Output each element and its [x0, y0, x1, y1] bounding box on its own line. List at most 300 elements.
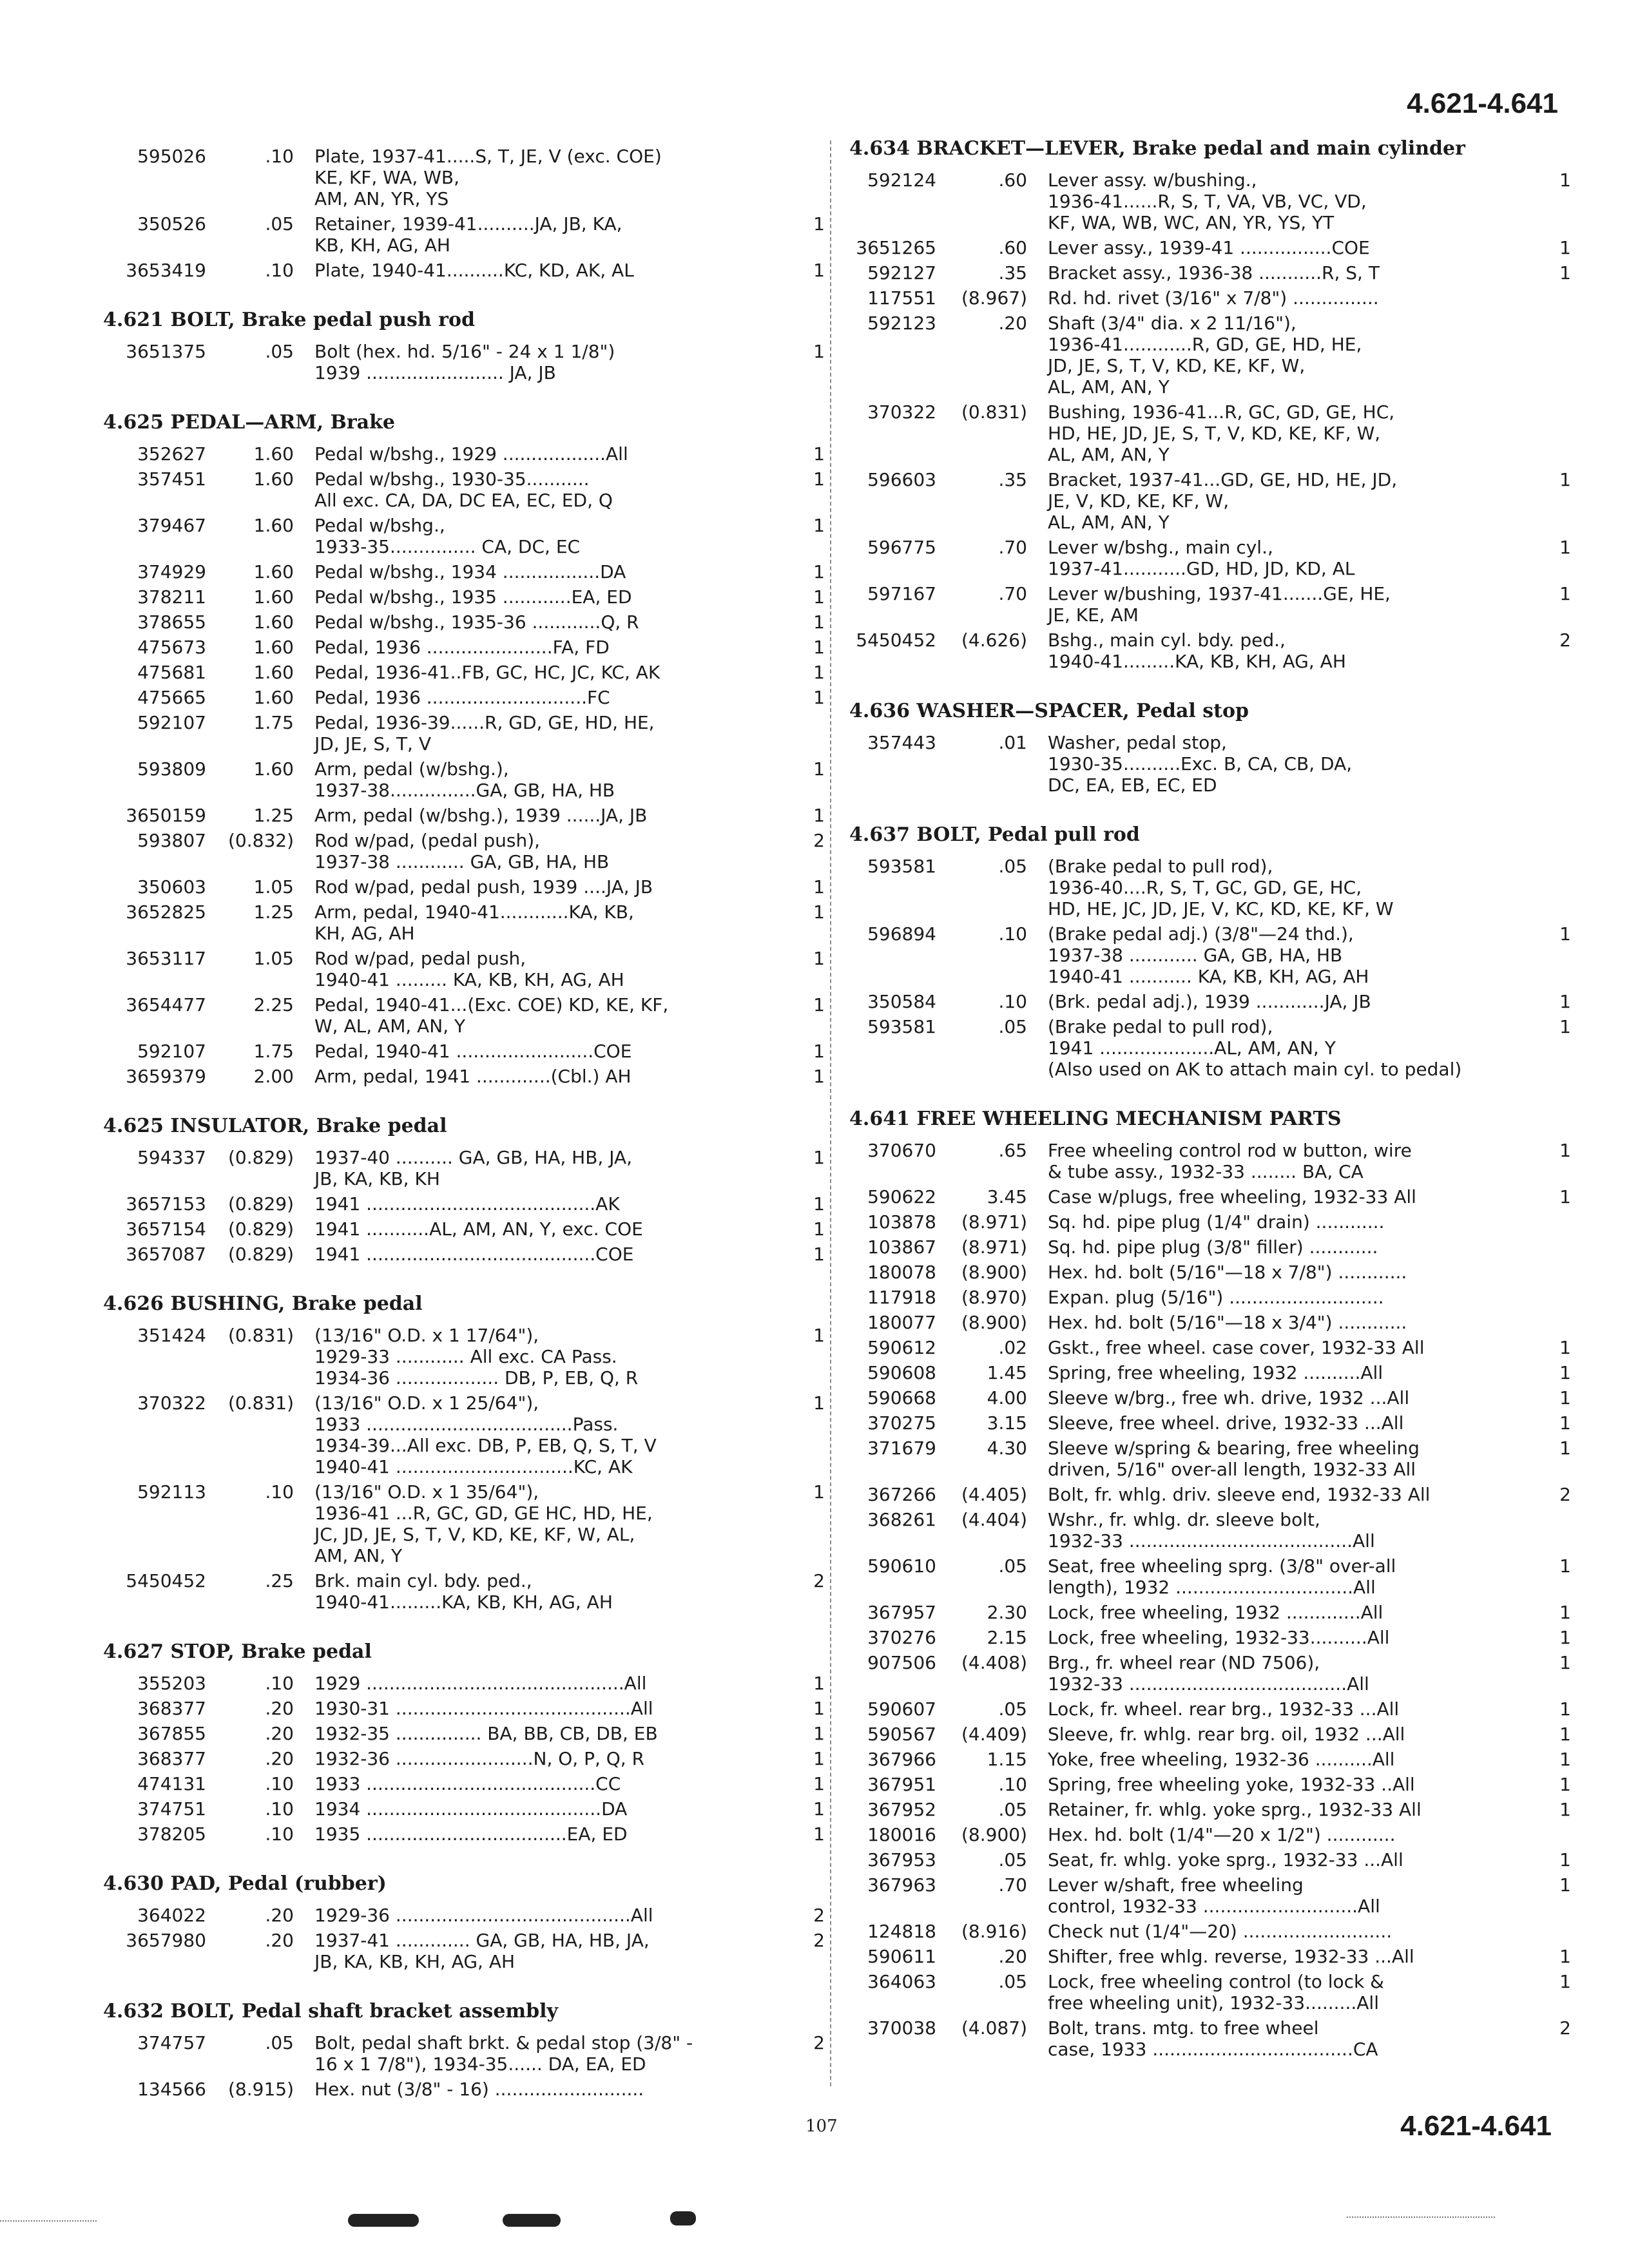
part-number: 357451	[137, 468, 206, 490]
quantity: 1	[1559, 237, 1571, 258]
price: (8.900)	[961, 1824, 1027, 1845]
page-number: 107	[805, 2117, 838, 2136]
description: Plate, 1940-41..........KC, KD, AK, AL	[314, 260, 634, 281]
price: 2.30	[987, 1602, 1027, 1623]
description: (13/16" O.D. x 1 35/64"), 1936-41 ...R, GC, GD, GE HC, HD, HE, JC, JD, JE, S, T, V, KD, KE, KF, W, AL, AM, AN, Y	[314, 1481, 653, 1566]
price: (4.405)	[961, 1484, 1027, 1505]
quantity: 1	[813, 1392, 825, 1414]
quantity	[1532, 732, 1571, 796]
quantity: 2	[1559, 1484, 1571, 1505]
quantity: 1	[813, 1823, 825, 1845]
description: Seat, free wheeling sprg. (3/8" over-all length), 1932 ...............................All	[1048, 1555, 1396, 1598]
price: 1.60	[253, 561, 294, 582]
section-4-625	[103, 412, 825, 1087]
part-number: 592127	[867, 262, 936, 284]
part-row	[103, 341, 825, 383]
page-footer-code: 4.621-4.641	[1400, 2110, 1552, 2142]
price: (4.626)	[961, 629, 1027, 651]
part-row	[849, 1484, 1571, 1505]
part-number: 378205	[137, 1823, 206, 1845]
part-row	[849, 1627, 1571, 1648]
price: .10	[265, 1481, 294, 1503]
quantity: 1	[1559, 1016, 1571, 1037]
part-number: 350526	[137, 213, 206, 235]
description: (Brake pedal adj.) (3/8"—24 thd.), 1937-38 ............ GA, GB, HA, HB 1940-41 ........... KA, KB, KH, AG, AH	[1048, 923, 1369, 987]
part-row	[849, 629, 1571, 672]
quantity: 1	[813, 1193, 825, 1215]
quantity: 1	[1559, 1774, 1571, 1795]
part-row	[103, 2032, 825, 2075]
part-row	[849, 1824, 1571, 1845]
part-row	[849, 1412, 1571, 1434]
description: Lock, free wheeling, 1932 .............All	[1048, 1602, 1383, 1623]
price: (8.900)	[961, 1312, 1027, 1333]
description: Check nut (1/4"—20) ..........................	[1048, 1921, 1393, 1942]
part-row	[849, 1362, 1571, 1383]
part-number: 350603	[137, 876, 206, 898]
price: 1.15	[987, 1749, 1027, 1770]
part-row	[103, 443, 825, 465]
section-4-626	[103, 1293, 825, 1613]
description: Lever w/bushing, 1937-41.......GE, HE, JE, KE, AM	[1048, 583, 1391, 626]
part-row	[849, 1749, 1571, 1770]
price: .10	[265, 260, 294, 281]
description: Expan. plug (5/16") ...........................	[1048, 1287, 1384, 1308]
quantity: 1	[1559, 991, 1571, 1012]
description: Arm, pedal (w/bshg.), 1937-38...............GA, GB, HA, HB	[314, 758, 615, 801]
part-number: 3650159	[126, 805, 206, 826]
quantity: 2	[813, 830, 825, 851]
part-row	[849, 732, 1571, 796]
part-number: 3652825	[126, 901, 206, 923]
part-number: 593581	[867, 856, 936, 877]
part-row	[849, 1724, 1571, 1745]
part-row	[103, 1218, 825, 1240]
part-number: 3653117	[126, 948, 206, 969]
part-number: 357443	[867, 732, 936, 753]
price: 3.45	[987, 1186, 1027, 1207]
description: Lever assy., 1939-41 ................COE	[1048, 237, 1370, 258]
quantity: 1	[1559, 1946, 1571, 1967]
part-row	[103, 1698, 825, 1719]
description: Arm, pedal (w/bshg.), 1939 ......JA, JB	[314, 805, 648, 826]
section-continued	[103, 146, 825, 281]
part-number: 180016	[867, 1824, 936, 1845]
price: .05	[998, 1799, 1027, 1820]
part-number: 368377	[137, 1748, 206, 1769]
description: Brg., fr. wheel rear (ND 7506), 1932-33 ......................................All	[1048, 1652, 1369, 1695]
description: Bracket, 1937-41...GD, GE, HD, HE, JD, JE, V, KD, KE, KF, W, AL, AM, AN, Y	[1048, 469, 1398, 533]
quantity: 1	[1559, 1140, 1571, 1161]
part-row	[103, 1905, 825, 1926]
part-row	[103, 1041, 825, 1062]
part-row	[849, 583, 1571, 626]
price: (0.829)	[227, 1147, 294, 1168]
part-row	[103, 561, 825, 582]
section-heading: 4.634 BRACKET—LEVER, Brake pedal and main cylinder	[849, 137, 1465, 160]
quantity: 1	[813, 1748, 825, 1769]
quantity	[1532, 856, 1571, 919]
description: Lock, fr. wheel. rear brg., 1932-33 ...All	[1048, 1698, 1400, 1720]
description: Plate, 1937-41.....S, T, JE, V (exc. COE) KE, KF, WA, WB, AM, AN, YR, YS	[314, 146, 662, 209]
part-number: 134566	[137, 2079, 206, 2100]
price: .60	[998, 237, 1027, 258]
quantity: 1	[813, 637, 825, 658]
price: (0.831)	[227, 1325, 294, 1346]
section-heading: 4.625 INSULATOR, Brake pedal	[103, 1115, 447, 1137]
description: Lever w/shaft, free wheeling control, 1932-33 ...........................All	[1048, 1874, 1380, 1917]
section-4-637	[849, 824, 1571, 1080]
section-4-634	[849, 138, 1571, 672]
section-heading: 4.626 BUSHING, Brake pedal	[103, 1293, 423, 1315]
part-number: 596775	[867, 537, 936, 558]
part-number: 590567	[867, 1724, 936, 1745]
part-number: 907506	[867, 1652, 936, 1673]
price: (8.915)	[227, 2079, 294, 2100]
quantity: 2	[813, 1930, 825, 1951]
description: 1929 .............................................All	[314, 1673, 647, 1694]
part-row	[103, 1723, 825, 1744]
price: .70	[998, 537, 1027, 558]
price: 2.00	[253, 1066, 294, 1087]
quantity: 1	[1559, 923, 1571, 945]
part-number: 3654477	[126, 994, 206, 1015]
scan-mark	[670, 2211, 696, 2225]
quantity: 1	[1559, 583, 1571, 604]
description: Lock, free wheeling, 1932-33..........All	[1048, 1627, 1390, 1648]
description: (13/16" O.D. x 1 17/64"), 1929-33 ............ All exc. CA Pass. 1934-36 .................. DB, P, EB, Q, R	[314, 1325, 639, 1389]
price: .70	[998, 1874, 1027, 1896]
section-heading: 4.625 PEDAL—ARM, Brake	[103, 411, 395, 434]
price: .10	[265, 1673, 294, 1694]
quantity: 1	[813, 994, 825, 1015]
part-number: 117551	[867, 287, 936, 309]
part-row	[849, 262, 1571, 284]
part-number: 475681	[137, 662, 206, 683]
price: 1.60	[253, 586, 294, 608]
part-number: 3657154	[126, 1218, 206, 1240]
description: Gskt., free wheel. case cover, 1932-33 All	[1048, 1337, 1425, 1358]
part-number: 180077	[867, 1312, 936, 1333]
part-number: 590608	[867, 1362, 936, 1383]
part-number: 5450452	[126, 1570, 206, 1591]
quantity: 1	[1559, 1652, 1571, 1673]
part-number: 3651375	[126, 341, 206, 362]
price: .20	[998, 1946, 1027, 1967]
price: 4.00	[987, 1387, 1027, 1408]
quantity: 1	[1559, 1799, 1571, 1820]
part-number: 378211	[137, 586, 206, 608]
quantity: 2	[813, 1570, 825, 1591]
part-row	[103, 1930, 825, 1972]
scan-mark	[348, 2214, 419, 2227]
part-number: 596894	[867, 923, 936, 945]
price: (8.970)	[961, 1287, 1027, 1308]
description: 1932-36 ........................N, O, P, Q, R	[314, 1748, 645, 1769]
part-number: 597167	[867, 583, 936, 604]
quantity	[1532, 1824, 1571, 1845]
quantity: 1	[1559, 1387, 1571, 1408]
description: Pedal, 1940-41 ........................COE	[314, 1041, 632, 1062]
column-divider	[830, 140, 831, 2086]
quantity	[1532, 287, 1571, 309]
part-row	[103, 758, 825, 801]
part-row	[103, 712, 825, 754]
price: .05	[998, 1698, 1027, 1720]
part-number: 368261	[867, 1509, 936, 1530]
price: .05	[265, 341, 294, 362]
price: .10	[265, 1823, 294, 1845]
description: Hex. hd. bolt (5/16"—18 x 7/8") ............	[1048, 1262, 1407, 1283]
part-number: 593807	[137, 830, 206, 851]
description: Sq. hd. pipe plug (3/8" filler) ............	[1048, 1236, 1378, 1258]
price: .20	[265, 1748, 294, 1769]
description: Pedal, 1936-41..FB, GC, HC, JC, KC, AK	[314, 662, 660, 683]
part-row	[849, 1799, 1571, 1820]
page-header-code: 4.621-4.641	[1407, 88, 1558, 119]
part-row	[103, 213, 825, 256]
scan-mark	[503, 2214, 561, 2227]
section-4-621	[103, 309, 825, 383]
right-column	[849, 138, 1571, 2060]
description: Bracket assy., 1936-38 ...........R, S, T	[1048, 262, 1380, 284]
part-number: 351424	[137, 1325, 206, 1346]
section-4-627	[103, 1641, 825, 1845]
part-row	[103, 611, 825, 633]
part-number: 370322	[867, 401, 936, 423]
quantity	[786, 712, 825, 754]
description: Rd. hd. rivet (3/16" x 7/8") ...............	[1048, 287, 1379, 309]
quantity: 1	[1559, 262, 1571, 284]
part-row	[849, 312, 1571, 398]
description: Retainer, fr. whlg. yoke sprg., 1932-33 All	[1048, 1799, 1422, 1820]
part-number: 590622	[867, 1186, 936, 1207]
price: 1.60	[253, 468, 294, 490]
price: 1.05	[253, 948, 294, 969]
part-row	[849, 401, 1571, 465]
quantity: 1	[813, 1798, 825, 1820]
part-row	[103, 1773, 825, 1794]
part-row	[849, 1698, 1571, 1720]
description: Lever w/bshg., main cyl., 1937-41...........GD, HD, JD, KD, AL	[1048, 537, 1355, 579]
description: Pedal w/bshg., 1930-35........... All exc. CA, DA, DC EA, EC, ED, Q	[314, 468, 613, 511]
part-row	[849, 856, 1571, 919]
description: Spring, free wheeling yoke, 1932-33 ..All	[1048, 1774, 1415, 1795]
price: .10	[998, 923, 1027, 945]
quantity: 1	[1559, 1849, 1571, 1870]
price: (8.971)	[961, 1236, 1027, 1258]
price: 2.25	[253, 994, 294, 1015]
quantity	[1532, 1509, 1571, 1552]
part-row	[849, 923, 1571, 987]
description: Bolt, pedal shaft brkt. & pedal stop (3/8" - 16 x 1 7/8"), 1934-35...... DA, EA, ED	[314, 2032, 693, 2075]
price: .05	[998, 1555, 1027, 1577]
quantity: 1	[813, 611, 825, 633]
price: 3.15	[987, 1412, 1027, 1434]
part-row	[103, 146, 825, 209]
price: 1.60	[253, 515, 294, 536]
part-number: 475665	[137, 687, 206, 708]
part-number: 592107	[137, 1041, 206, 1062]
quantity: 1	[813, 758, 825, 780]
part-number: 596603	[867, 469, 936, 490]
section-4-632	[103, 2001, 825, 2100]
part-row	[849, 1287, 1571, 1308]
part-row	[103, 1748, 825, 1769]
part-number: 371679	[867, 1437, 936, 1459]
price: (8.916)	[961, 1921, 1027, 1942]
part-number: 374751	[137, 1798, 206, 1820]
description: Sq. hd. pipe plug (1/4" drain) ............	[1048, 1211, 1385, 1233]
part-number: 364063	[867, 1971, 936, 1992]
description: 1941 ...........AL, AM, AN, Y, exc. COE	[314, 1218, 643, 1240]
price: .02	[998, 1337, 1027, 1358]
part-row	[103, 1481, 825, 1566]
description: Rod w/pad, pedal push, 1940-41 ......... KA, KB, KH, AG, AH	[314, 948, 624, 990]
description: Free wheeling control rod w button, wire & tube assy., 1932-33 ........ BA, CA	[1048, 1140, 1412, 1182]
part-number: 590668	[867, 1387, 936, 1408]
description: 1932-35 ............... BA, BB, CB, DB, EB	[314, 1723, 658, 1744]
part-number: 592123	[867, 312, 936, 334]
description: Shaft (3/4" dia. x 2 11/16"), 1936-41............R, GD, GE, HD, HE, JD, JE, S, T, V, KD, KE, KF, W, AL, AM, AN, Y	[1048, 312, 1362, 398]
quantity: 1	[1559, 537, 1571, 558]
part-number: 595026	[137, 146, 206, 167]
quantity: 1	[813, 1244, 825, 1265]
quantity: 1	[1559, 1412, 1571, 1434]
part-row	[103, 1244, 825, 1265]
description: Shifter, free whlg. reverse, 1932-33 ...All	[1048, 1946, 1414, 1967]
price: 2.15	[987, 1627, 1027, 1648]
part-number: 364022	[137, 1905, 206, 1926]
part-number: 475673	[137, 637, 206, 658]
price: .05	[998, 1016, 1027, 1037]
price: (8.971)	[961, 1211, 1027, 1233]
description: Brk. main cyl. bdy. ped., 1940-41.........KA, KB, KH, AG, AH	[314, 1570, 613, 1613]
section-4-641	[849, 1108, 1571, 2060]
quantity: 1	[813, 1325, 825, 1346]
quantity: 1	[1559, 1971, 1571, 1992]
price: 1.05	[253, 876, 294, 898]
section-4-636	[849, 700, 1571, 796]
price: 1.60	[253, 611, 294, 633]
part-row	[849, 1337, 1571, 1358]
price: .05	[265, 2032, 294, 2053]
price: .20	[265, 1723, 294, 1744]
quantity: 1	[813, 1698, 825, 1719]
price: (8.900)	[961, 1262, 1027, 1283]
description: Pedal, 1936-39......R, GD, GE, HD, HE, JD, JE, S, T, V	[314, 712, 655, 754]
description: 1937-40 .......... GA, GB, HA, HB, JA, JB, KA, KB, KH	[314, 1147, 633, 1189]
description: 1941 ........................................COE	[314, 1244, 634, 1265]
price: .70	[998, 583, 1027, 604]
quantity	[1532, 1287, 1571, 1308]
price: (8.967)	[961, 287, 1027, 309]
part-row	[103, 637, 825, 658]
quantity: 1	[1559, 1362, 1571, 1383]
price: .10	[998, 1774, 1027, 1795]
part-number: 368377	[137, 1698, 206, 1719]
part-row	[103, 901, 825, 944]
quantity	[1532, 1262, 1571, 1283]
description: Pedal w/bshg., 1929 ..................All	[314, 443, 628, 465]
quantity: 1	[1559, 1186, 1571, 1207]
part-row	[103, 2079, 825, 2100]
quantity	[1532, 1211, 1571, 1233]
part-row	[103, 994, 825, 1037]
price: 1.60	[253, 687, 294, 708]
part-number: 3659379	[126, 1066, 206, 1087]
price: 1.45	[987, 1362, 1027, 1383]
quantity: 1	[813, 1041, 825, 1062]
part-number: 367855	[137, 1723, 206, 1744]
price: (0.829)	[227, 1244, 294, 1265]
part-number: 3657087	[126, 1244, 206, 1265]
quantity: 1	[813, 260, 825, 281]
quantity: 1	[813, 586, 825, 608]
part-number: 374757	[137, 2032, 206, 2053]
part-row	[849, 1387, 1571, 1408]
description: 1933 ........................................CC	[314, 1773, 621, 1794]
part-row	[849, 1140, 1571, 1182]
quantity	[1532, 1921, 1571, 1942]
section-heading: 4.637 BOLT, Pedal pull rod	[849, 823, 1140, 846]
part-number: 117918	[867, 1287, 936, 1308]
part-row	[849, 1211, 1571, 1233]
scan-edge-line	[1347, 2216, 1495, 2218]
part-row	[849, 1509, 1571, 1552]
description: Arm, pedal, 1940-41............KA, KB, KH, AG, AH	[314, 901, 634, 944]
quantity: 1	[1559, 169, 1571, 191]
description: Hex. nut (3/8" - 16) ..........................	[314, 2079, 644, 2100]
quantity: 1	[813, 1723, 825, 1744]
quantity	[1532, 1236, 1571, 1258]
quantity: 1	[813, 948, 825, 969]
price: .20	[998, 312, 1027, 334]
quantity: 1	[1559, 1698, 1571, 1720]
part-number: 374929	[137, 561, 206, 582]
quantity: 1	[813, 1066, 825, 1087]
part-number: 593809	[137, 758, 206, 780]
part-number: 594337	[137, 1147, 206, 1168]
price: .05	[998, 856, 1027, 877]
part-number: 590607	[867, 1698, 936, 1720]
part-row	[849, 469, 1571, 533]
quantity: 1	[1559, 469, 1571, 490]
quantity: 1	[813, 561, 825, 582]
quantity: 1	[1559, 1437, 1571, 1459]
price: .65	[998, 1140, 1027, 1161]
description: (Brake pedal to pull rod), 1941 ....................AL, AM, AN, Y (Also used on AK to attach main cyl. to pedal)	[1048, 1016, 1462, 1080]
price: .25	[265, 1570, 294, 1591]
quantity: 1	[813, 805, 825, 826]
quantity: 2	[1559, 629, 1571, 651]
part-row	[849, 1016, 1571, 1080]
description: (13/16" O.D. x 1 25/64"), 1933 ....................................Pass. 1934-39...All exc. DB, P, EB, Q, S, T, V 1940-41 ...............................KC, AK	[314, 1392, 657, 1477]
quantity: 2	[813, 1905, 825, 1926]
description: Pedal, 1936 ......................FA, FD	[314, 637, 610, 658]
description: 1930-31 .........................................All	[314, 1698, 653, 1719]
part-row	[849, 991, 1571, 1012]
part-row	[103, 1798, 825, 1820]
description: Sleeve w/spring & bearing, free wheeling driven, 5/16" over-all length, 1932-33 All	[1048, 1437, 1420, 1480]
quantity: 1	[813, 213, 825, 235]
part-row	[849, 1874, 1571, 1917]
part-number: 367951	[867, 1774, 936, 1795]
part-number: 367266	[867, 1484, 936, 1505]
quantity: 1	[1559, 1627, 1571, 1648]
description: Sleeve, free wheel. drive, 1932-33 ...All	[1048, 1412, 1404, 1434]
description: (Brake pedal to pull rod), 1936-40....R, S, T, GC, GD, GE, HC, HD, HE, JC, JD, JE, V, KC, KD, KE, KF, W	[1048, 856, 1394, 919]
